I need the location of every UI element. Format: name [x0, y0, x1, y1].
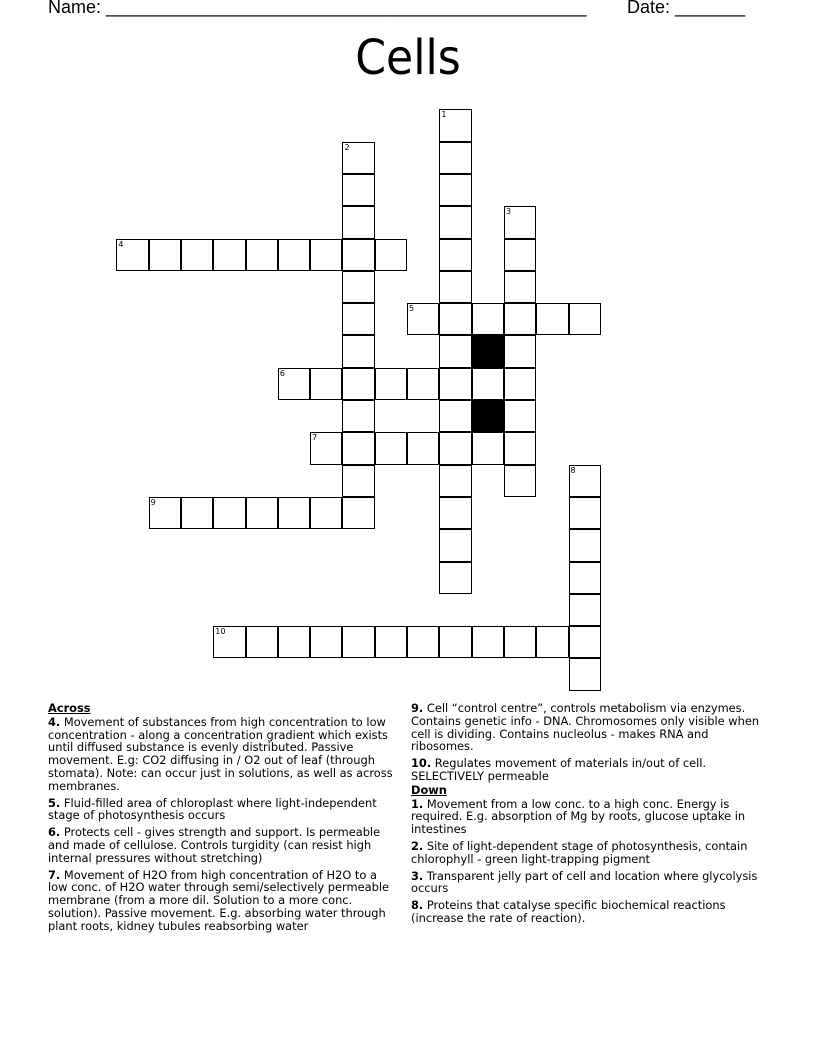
grid-cell[interactable]	[342, 303, 374, 335]
grid-cell[interactable]	[342, 174, 374, 206]
grid-cell[interactable]	[504, 335, 536, 367]
grid-cell[interactable]	[375, 432, 407, 464]
grid-cell[interactable]	[504, 206, 536, 238]
clue-across-10	[411, 757, 771, 783]
grid-cell[interactable]	[246, 626, 278, 658]
grid-cell[interactable]	[278, 239, 310, 271]
clue-text: Site of light-dependent stage of photosynthesis, contain chlorophyll - green light-trapping pigment	[411, 838, 748, 866]
clue-down-8	[411, 899, 771, 925]
grid-cell[interactable]	[116, 239, 148, 271]
grid-cell[interactable]	[181, 239, 213, 271]
grid-cell[interactable]	[149, 497, 181, 529]
grid-cell[interactable]	[504, 400, 536, 432]
clue-text: Movement of substances from high concentration to low concentration - along a concentration gradient which exists until diffused substance is evenly distributed. Passive movement. E.g: CO2 diffusing in / O2 out of leaf (through stomata). Note: can occur just in solutions, as well as across membranes.	[48, 714, 393, 793]
grid-cell[interactable]	[375, 368, 407, 400]
grid-cell[interactable]	[181, 497, 213, 529]
grid-cell[interactable]	[407, 368, 439, 400]
grid-cell[interactable]	[213, 626, 245, 658]
grid-cell[interactable]	[504, 271, 536, 303]
clue-number: 8.	[411, 898, 424, 913]
clue-number: 5.	[48, 795, 61, 810]
grid-cell[interactable]	[342, 206, 374, 238]
grid-cell[interactable]	[439, 206, 471, 238]
grid-cell[interactable]	[342, 368, 374, 400]
grid-cell[interactable]	[439, 400, 471, 432]
clue-text: Cell “control centre”, controls metabolism via enzymes. Contains genetic info - DNA. Chromosomes only visible when cell is dividing. Contains nucleolus - makes RNA and ribosomes.	[411, 701, 760, 754]
grid-cell[interactable]	[504, 368, 536, 400]
clue-number-label: 5	[409, 304, 415, 314]
grid-cell[interactable]	[472, 432, 504, 464]
grid-cell[interactable]	[439, 562, 471, 594]
grid-cell[interactable]	[342, 142, 374, 174]
page-title: Cells	[355, 30, 461, 86]
clues-right-column	[411, 702, 771, 929]
clue-text: Transparent jelly part of cell and location where glycolysis occurs	[411, 868, 758, 896]
grid-cell[interactable]	[375, 626, 407, 658]
across-heading: Across	[48, 701, 91, 715]
clues-left-column	[48, 702, 400, 937]
clue-down-1	[411, 798, 771, 836]
grid-cell[interactable]	[439, 174, 471, 206]
grid-cell[interactable]	[472, 626, 504, 658]
grid-cell[interactable]	[569, 465, 601, 497]
clue-down-3	[411, 870, 771, 896]
grid-cell[interactable]	[407, 303, 439, 335]
clue-text: Regulates movement of materials in/out of cell. SELECTIVELY permeable	[411, 756, 707, 783]
grid-cell[interactable]	[569, 497, 601, 529]
grid-cell[interactable]	[569, 529, 601, 561]
grid-cell[interactable]	[439, 271, 471, 303]
grid-cell[interactable]	[278, 626, 310, 658]
grid-cell[interactable]	[149, 239, 181, 271]
grid-cell[interactable]	[439, 626, 471, 658]
grid-cell[interactable]	[213, 497, 245, 529]
grid-cell[interactable]	[278, 368, 310, 400]
name-field-label: Name: ________________________________________________	[48, 0, 587, 17]
grid-cell[interactable]	[569, 594, 601, 626]
grid-cell[interactable]	[213, 239, 245, 271]
clue-text: Protects cell - gives strength and support. Is permeable and made of cellulose. Controls turgidity (can resist high internal pressures without stretching)	[48, 825, 381, 865]
clue-across-6	[48, 826, 400, 864]
clue-down-2	[411, 840, 771, 866]
clue-across-9	[411, 702, 771, 753]
grid-cell[interactable]	[342, 271, 374, 303]
clue-number: 7.	[48, 867, 61, 882]
clue-text: Movement of H2O from high concentration of H2O to a low conc. of H2O water through semi/selectively permeable membrane (from a more dil. Solution to a more conc. solution). Passive movement. E.g. absorbing water through plant roots, kidney tubules reabsorbing water	[48, 867, 390, 933]
grid-cell[interactable]	[342, 400, 374, 432]
grid-cell[interactable]	[439, 497, 471, 529]
clue-number-label: 10	[215, 627, 226, 637]
grid-cell[interactable]	[439, 303, 471, 335]
grid-cell[interactable]	[310, 368, 342, 400]
grid-cell[interactable]	[504, 239, 536, 271]
grid-cell[interactable]	[310, 626, 342, 658]
clue-number-label: 2	[344, 142, 350, 152]
clue-number-label: 3	[505, 207, 512, 217]
clue-number: 2.	[411, 838, 424, 853]
clue-across-4	[48, 716, 400, 793]
clue-number: 6.	[48, 825, 61, 840]
clue-text: Fluid-filled area of chloroplast where light-independent stage of photosynthesis occurs	[48, 795, 377, 823]
clue-number: 4.	[48, 714, 61, 729]
grid-cell[interactable]	[310, 497, 342, 529]
grid-cell[interactable]	[375, 239, 407, 271]
grid-cell[interactable]	[569, 562, 601, 594]
clue-number-label: 6	[279, 368, 285, 378]
grid-cell[interactable]	[504, 303, 536, 335]
grid-cell[interactable]	[439, 109, 471, 141]
clue-number-label: 1	[441, 110, 447, 120]
grid-cell[interactable]	[569, 303, 601, 335]
grid-cell[interactable]	[504, 432, 536, 464]
clue-number: 1.	[411, 796, 424, 811]
grid-cell[interactable]	[342, 626, 374, 658]
grid-cell[interactable]	[342, 335, 374, 367]
clue-number-label: 8	[570, 465, 576, 475]
grid-cell[interactable]	[342, 465, 374, 497]
grid-cell[interactable]	[536, 303, 568, 335]
grid-cell[interactable]	[310, 239, 342, 271]
grid-cell[interactable]	[472, 368, 504, 400]
clue-number: 10.	[411, 756, 432, 771]
grid-cell[interactable]	[246, 497, 278, 529]
grid-cell[interactable]	[310, 432, 342, 464]
clue-across-5	[48, 797, 400, 823]
grid-cell[interactable]	[439, 239, 471, 271]
grid-cell[interactable]	[342, 432, 374, 464]
grid-cell-blocked	[472, 400, 504, 432]
date-field-label: Date: _______	[627, 0, 746, 17]
grid-cell[interactable]	[439, 465, 471, 497]
clue-text: Proteins that catalyse specific biochemical reactions (increase the rate of reaction).	[411, 898, 726, 925]
grid-cell[interactable]	[342, 239, 374, 271]
grid-cell[interactable]	[407, 432, 439, 464]
clue-number: 3.	[411, 868, 424, 883]
grid-cell-blocked	[472, 335, 504, 367]
clue-number: 9.	[411, 701, 424, 715]
grid-cell[interactable]	[439, 529, 471, 561]
grid-cell[interactable]	[407, 626, 439, 658]
clue-number-label: 9	[150, 497, 156, 507]
clue-text: Movement from a low conc. to a high conc. Energy is required. E.g. absorption of Mg by roots, glucose uptake in intestines	[411, 796, 746, 837]
grid-cell[interactable]	[278, 497, 310, 529]
clue-across-7	[48, 869, 400, 933]
grid-cell[interactable]	[504, 626, 536, 658]
grid-cell[interactable]	[439, 432, 471, 464]
clue-number-label: 7	[312, 433, 318, 443]
grid-cell[interactable]	[246, 239, 278, 271]
clue-number-label: 4	[118, 239, 124, 249]
grid-cell[interactable]	[472, 303, 504, 335]
grid-cell[interactable]	[569, 658, 601, 690]
grid-cell[interactable]	[504, 465, 536, 497]
grid-cell[interactable]	[569, 626, 601, 658]
grid-cell[interactable]	[536, 626, 568, 658]
grid-cell[interactable]	[439, 142, 471, 174]
grid-cell[interactable]	[439, 368, 471, 400]
grid-cell[interactable]	[439, 335, 471, 367]
down-heading: Down	[411, 782, 447, 797]
grid-cell[interactable]	[342, 497, 374, 529]
